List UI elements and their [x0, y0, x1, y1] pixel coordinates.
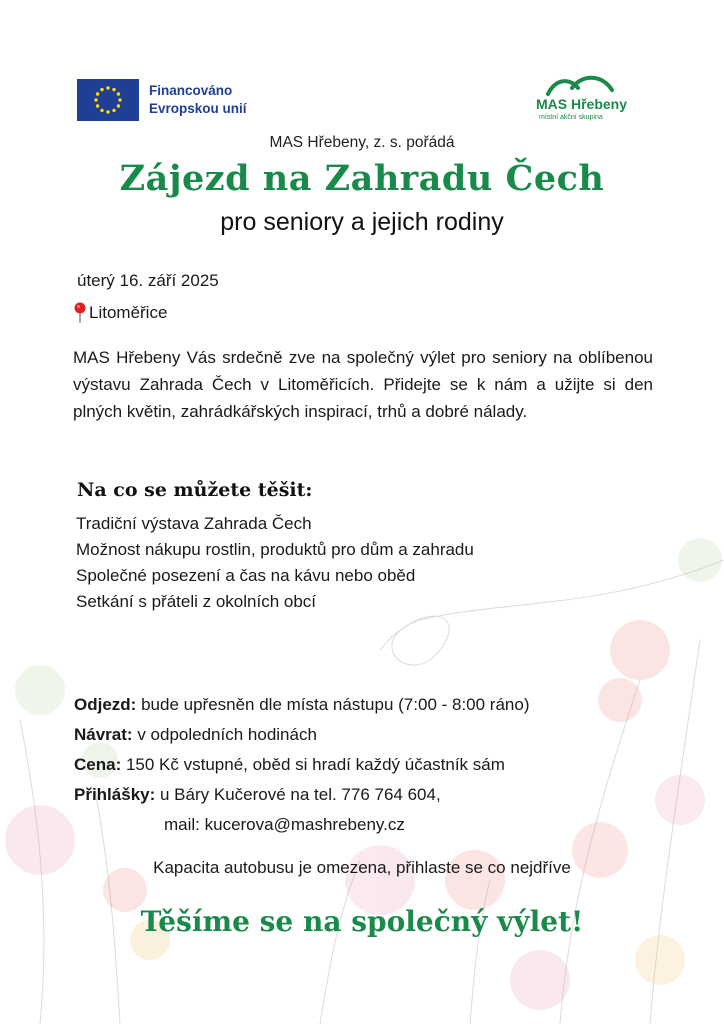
list-item: Setkání s přáteli z okolních obcí	[76, 592, 317, 611]
return-value: v odpoledních hodinách	[137, 725, 317, 744]
eu-flag-icon	[77, 79, 139, 121]
price-value: 150 Kč vstupné, oběd si hradí každý účastník sám	[125, 755, 505, 774]
intro-paragraph: MAS Hřebeny Vás srdečně zve na společný výlet pro seniory na oblíbenou výstavu Zahrada Čech v Litoměřicích. Přidejte se k nám a užijte si den plných květin, zahrádkářských inspirací, trhů a dobré nálady.	[73, 348, 653, 421]
list-item: Tradiční výstava Zahrada Čech	[76, 514, 312, 533]
event-place-text: Litoměřice	[89, 303, 168, 322]
mas-hrebeny-logo	[536, 74, 646, 134]
signup-label: Přihlášky:	[74, 785, 156, 804]
return-label: Návrat:	[74, 725, 133, 744]
trip-details	[74, 690, 530, 840]
event-place	[73, 302, 167, 324]
price-label: Cena:	[74, 755, 122, 774]
signup-mail: mail: kucerova@mashrebeny.cz	[164, 815, 405, 834]
capacity-note: Kapacita autobusu je omezena, přihlaste se co nejdříve	[153, 858, 571, 877]
mas-logo-tagline: místní akční skupina	[539, 114, 603, 121]
price-row	[74, 750, 530, 780]
eu-logo-line2: Evropskou unií	[149, 101, 247, 116]
event-date: úterý 16. září 2025	[77, 271, 219, 290]
page-subtitle: pro seniory a jejich rodiny	[220, 208, 504, 236]
location-pin-icon	[73, 302, 87, 324]
signup-value: u Báry Kučerové na tel. 776 764 604,	[160, 785, 441, 804]
organizer-line: MAS Hřebeny, z. s. pořádá	[269, 134, 455, 151]
features-list	[76, 511, 474, 615]
page-title: Zájezd na Zahradu Čech	[119, 158, 605, 199]
eu-funding-logo	[77, 79, 247, 121]
return-row	[74, 720, 530, 750]
mas-logo-name: MAS Hřebeny	[536, 96, 628, 112]
list-item: Možnost nákupu rostlin, produktů pro dům a zahradu	[76, 540, 474, 559]
mas-hills-icon	[546, 74, 616, 96]
eu-logo-line1: Financováno	[149, 83, 233, 98]
departure-label: Odjezd:	[74, 695, 137, 714]
list-item: Společné posezení a čas na kávu nebo oběd	[76, 566, 416, 585]
departure-value: bude upřesněn dle místa nástupu (7:00 - 8:00 ráno)	[141, 695, 530, 714]
closing-line: Těšíme se na společný výlet!	[140, 905, 584, 938]
departure-row	[74, 690, 530, 720]
features-heading: Na co se můžete těšit:	[77, 479, 313, 501]
signup-row	[74, 780, 530, 810]
